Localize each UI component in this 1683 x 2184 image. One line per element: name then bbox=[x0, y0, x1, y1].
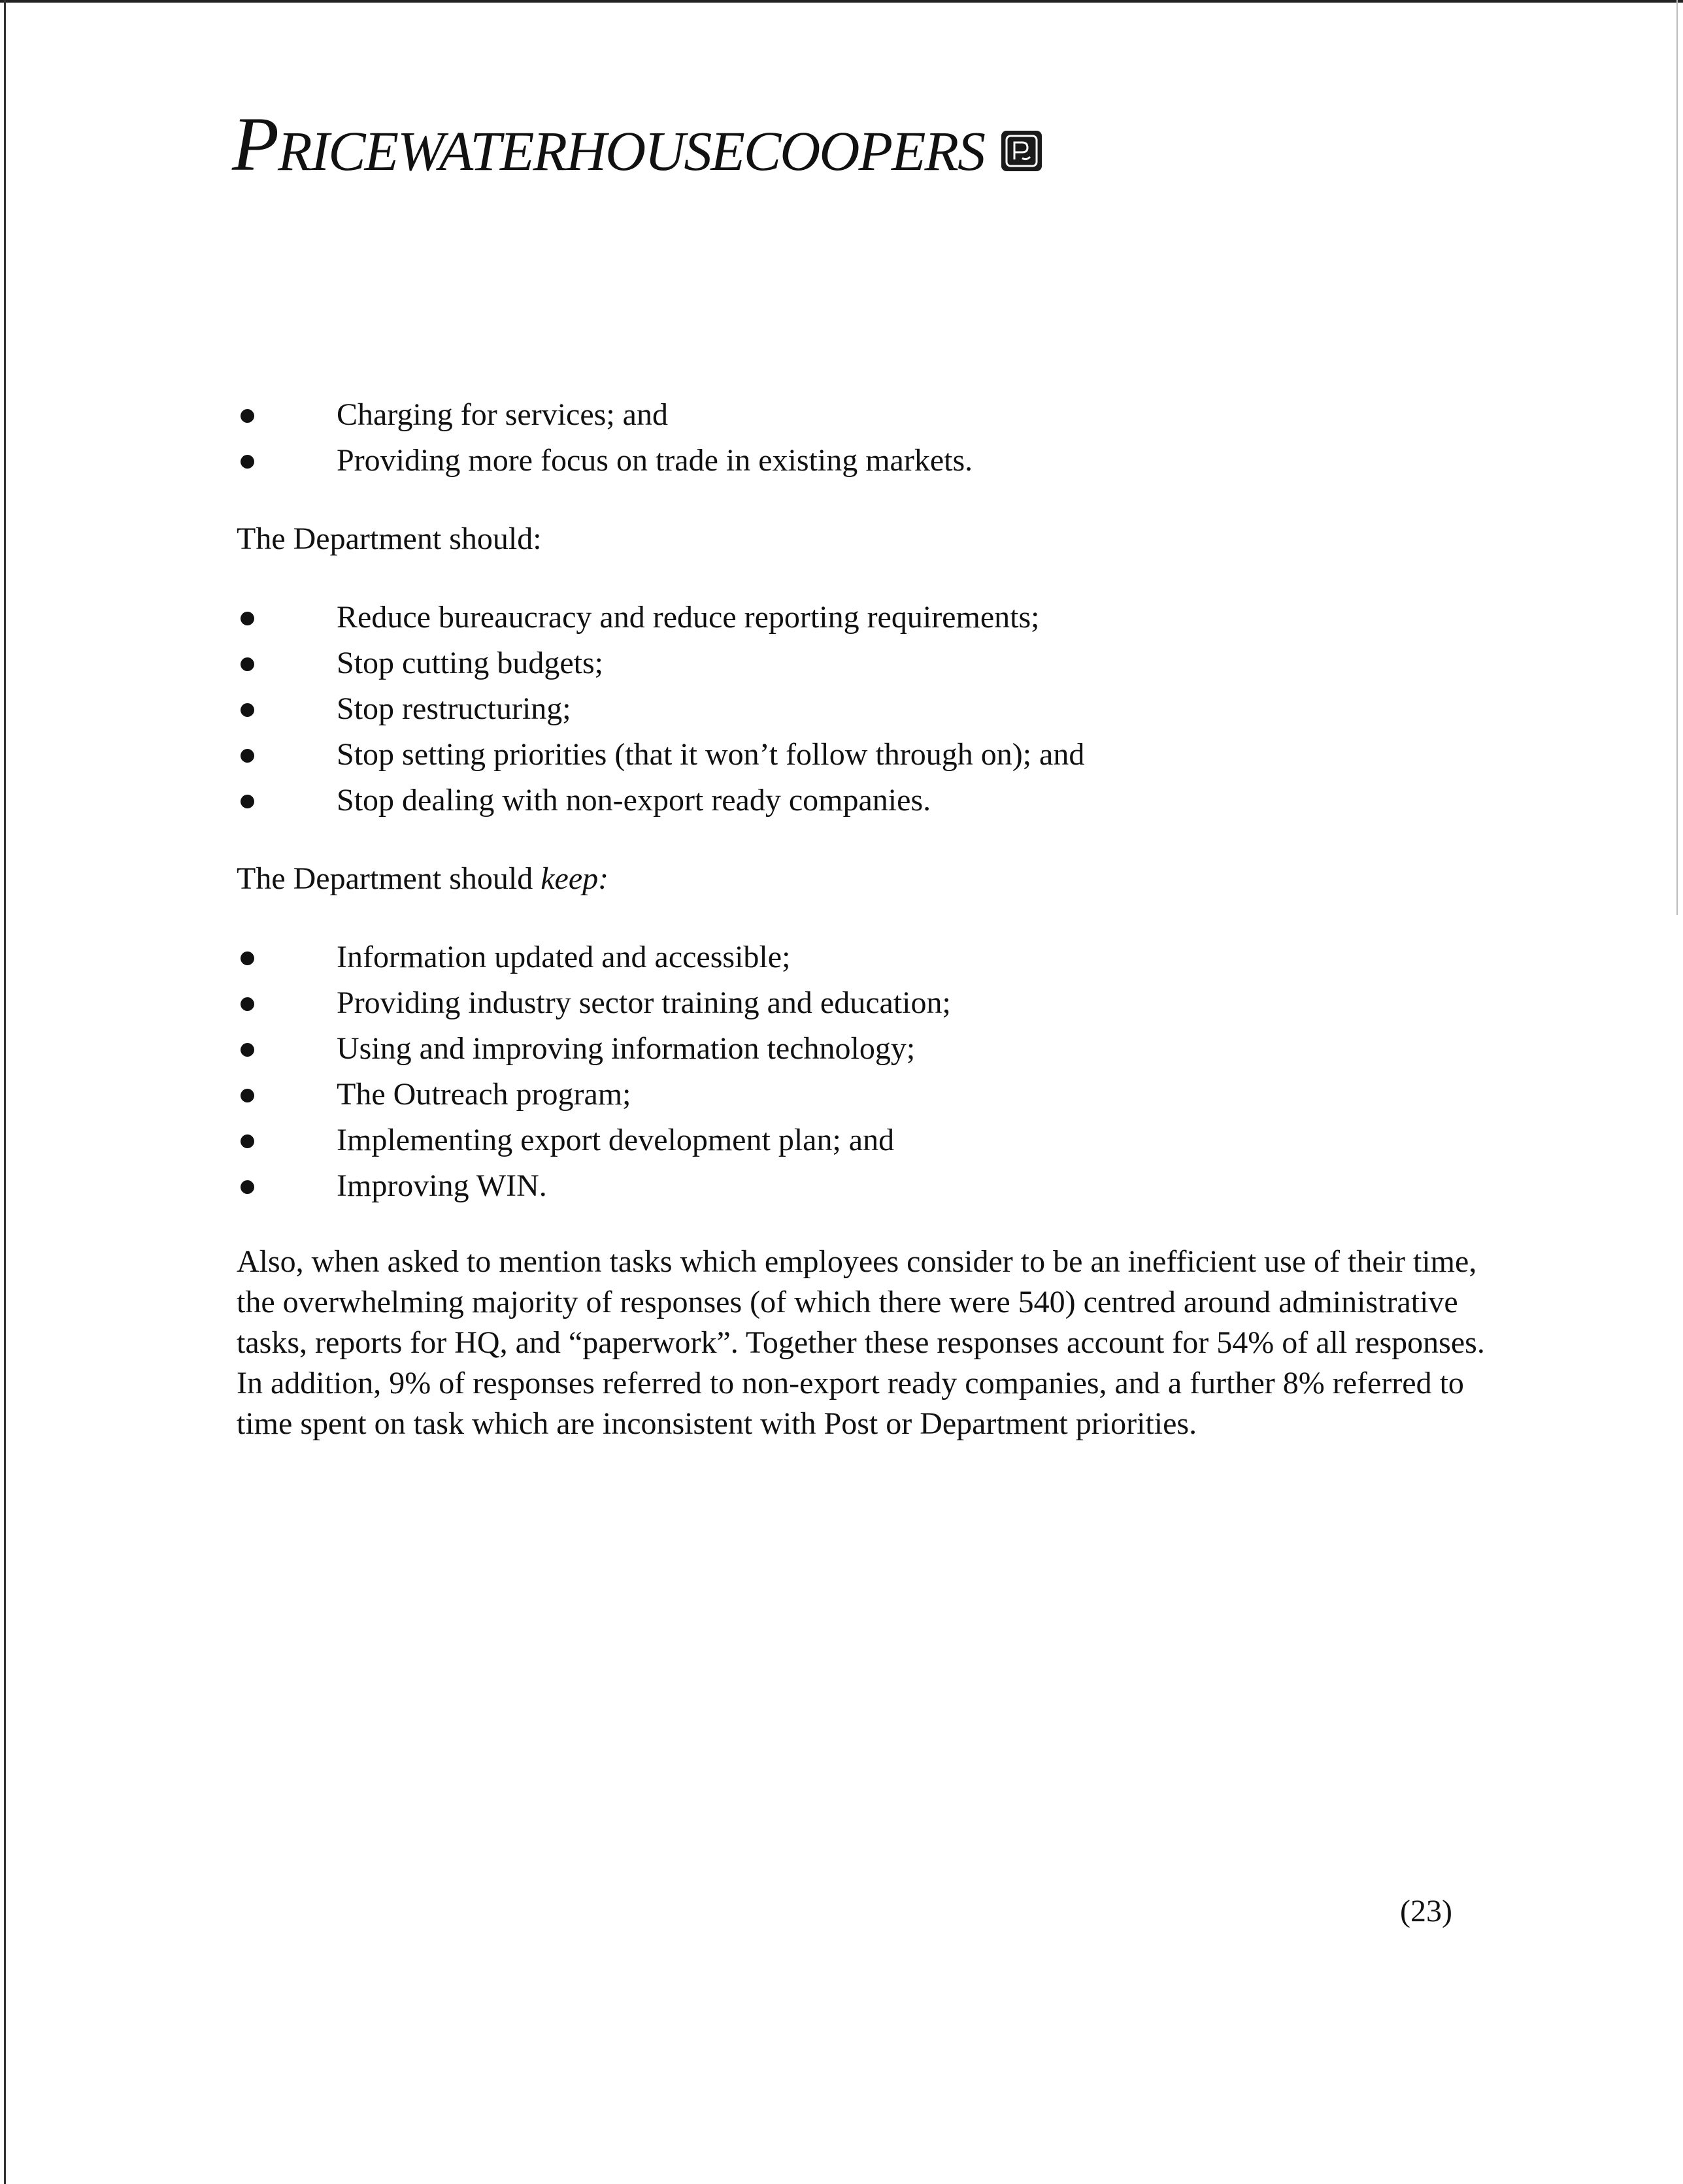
bullet-icon bbox=[241, 1089, 254, 1102]
list-item bbox=[237, 1163, 1505, 1209]
department-should-label: The Department should: bbox=[237, 521, 542, 556]
scan-edge-right bbox=[1676, 0, 1678, 915]
list-item-text: Information updated and accessible; bbox=[337, 940, 791, 974]
list-item bbox=[237, 438, 1505, 484]
bullet-list-department-keep bbox=[237, 935, 1505, 1209]
company-logo bbox=[232, 101, 1042, 187]
bullet-icon bbox=[241, 997, 254, 1011]
bullet-icon bbox=[241, 1180, 254, 1194]
logo-rest: RICEWATERHOUSECOOPERS bbox=[278, 120, 985, 182]
list-item bbox=[237, 1072, 1505, 1117]
bullet-list-department-should bbox=[237, 595, 1505, 823]
list-item-text: Providing industry sector training and education; bbox=[337, 985, 951, 1020]
list-item-text: Stop setting priorities (that it won’t follow through on); and bbox=[337, 737, 1085, 772]
scan-edge-left bbox=[4, 0, 6, 2184]
bullet-icon bbox=[241, 1134, 254, 1148]
label-emphasis: keep: bbox=[541, 861, 609, 896]
list-item bbox=[237, 1117, 1505, 1163]
label-prefix: The Department should bbox=[237, 861, 541, 896]
list-item bbox=[237, 778, 1505, 823]
list-item-text: Stop cutting budgets; bbox=[337, 646, 603, 680]
bullet-icon bbox=[241, 657, 254, 671]
list-item bbox=[237, 732, 1505, 778]
scan-edge-top bbox=[0, 0, 1683, 3]
list-item-text: Reduce bureaucracy and reduce reporting requirements; bbox=[337, 600, 1040, 635]
list-item bbox=[237, 686, 1505, 732]
list-item bbox=[237, 392, 1505, 438]
list-item bbox=[237, 595, 1505, 640]
list-item-text: The Outreach program; bbox=[337, 1077, 631, 1112]
bullet-icon bbox=[241, 1043, 254, 1057]
bullet-icon bbox=[241, 455, 254, 469]
department-should-keep-label bbox=[237, 856, 1505, 902]
list-item bbox=[237, 1026, 1505, 1072]
list-item-text: Stop restructuring; bbox=[337, 691, 571, 726]
list-item-text: Using and improving information technology; bbox=[337, 1031, 916, 1066]
bullet-icon bbox=[241, 951, 254, 965]
list-item-text: Stop dealing with non-export ready companies. bbox=[337, 783, 931, 818]
logo-initial: P bbox=[232, 101, 278, 187]
list-item-text: Implementing export development plan; and bbox=[337, 1123, 895, 1157]
list-item-text: Improving WIN. bbox=[337, 1168, 547, 1203]
closing-paragraph: Also, when asked to mention tasks which employees consider to be an inefficient use of their time, the overwhelming majority of responses (of which there were 540) centred around administrative tasks, reports for HQ, and “paperwork”. Together these responses account for 54% of all responses. In addition, 9% of responses referred to non-export ready companies, and a further 8% referred to time spent on task which are inconsistent with Post or Department priorities. bbox=[237, 1244, 1485, 1441]
bullet-list-services bbox=[237, 392, 1505, 484]
pwc-monogram-icon bbox=[1001, 131, 1042, 171]
document-body bbox=[237, 392, 1505, 1444]
bullet-icon bbox=[241, 409, 254, 423]
list-item bbox=[237, 935, 1505, 980]
bullet-icon bbox=[241, 612, 254, 625]
bullet-icon bbox=[241, 795, 254, 808]
bullet-icon bbox=[241, 703, 254, 717]
bullet-icon bbox=[241, 749, 254, 763]
list-item bbox=[237, 640, 1505, 686]
page-number: (23) bbox=[1400, 1894, 1452, 1928]
list-item-text: Charging for services; and bbox=[337, 397, 668, 432]
logo-wordmark bbox=[232, 101, 985, 187]
list-item-text: Providing more focus on trade in existing markets. bbox=[337, 443, 973, 478]
list-item bbox=[237, 980, 1505, 1026]
